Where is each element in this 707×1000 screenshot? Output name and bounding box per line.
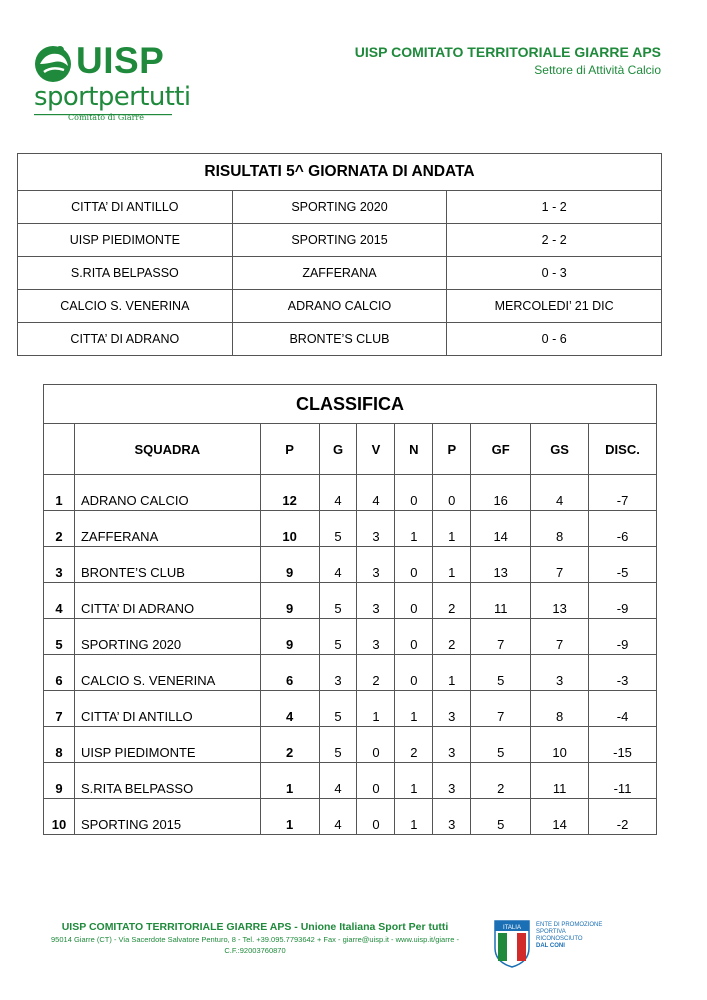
coni-line2: SPORTIVA bbox=[536, 929, 566, 935]
results-table bbox=[17, 153, 662, 356]
standing-drawn: 1 bbox=[395, 763, 433, 799]
standing-points: 9 bbox=[260, 547, 319, 583]
standing-played: 5 bbox=[319, 727, 357, 763]
standing-row bbox=[44, 799, 657, 835]
standing-goals-against: 8 bbox=[531, 511, 589, 547]
standing-row bbox=[44, 619, 657, 655]
standing-drawn: 2 bbox=[395, 727, 433, 763]
standing-lost: 3 bbox=[433, 799, 471, 835]
standing-goals-for: 5 bbox=[471, 727, 531, 763]
standing-points: 9 bbox=[260, 583, 319, 619]
uisp-logo bbox=[32, 40, 191, 124]
results-body bbox=[18, 191, 662, 356]
standing-team: SPORTING 2015 bbox=[74, 799, 260, 835]
header-team: SQUADRA bbox=[74, 424, 260, 475]
standing-points: 4 bbox=[260, 691, 319, 727]
standing-goals-for: 14 bbox=[471, 511, 531, 547]
italia-shield-icon bbox=[494, 920, 530, 968]
standing-drawn: 1 bbox=[395, 691, 433, 727]
standing-goals-against: 7 bbox=[531, 619, 589, 655]
standing-row bbox=[44, 655, 657, 691]
standing-team: ADRANO CALCIO bbox=[74, 475, 260, 511]
standing-lost: 0 bbox=[433, 475, 471, 511]
standing-points: 9 bbox=[260, 619, 319, 655]
footer-address: 95014 Giarre (CT) - Via Sacerdote Salvatore Penturo, 8 - Tel. +39.095.7793642 + Fax - giarre@uisp.it - www.uisp.it/giarre - C.F.:92003760870 bbox=[51, 935, 459, 955]
standing-played: 4 bbox=[319, 763, 357, 799]
coni-badge bbox=[494, 920, 624, 970]
standing-disc: -4 bbox=[589, 691, 657, 727]
standing-goals-for: 7 bbox=[471, 691, 531, 727]
standing-points: 10 bbox=[260, 511, 319, 547]
result-home-team: CITTA’ DI ANTILLO bbox=[18, 191, 233, 224]
header-disc: DISC. bbox=[589, 424, 657, 475]
standing-team: CITTA’ DI ANTILLO bbox=[74, 691, 260, 727]
standing-drawn: 0 bbox=[395, 475, 433, 511]
standing-goals-for: 5 bbox=[471, 799, 531, 835]
standing-lost: 1 bbox=[433, 655, 471, 691]
standing-won: 4 bbox=[357, 475, 395, 511]
standing-lost: 2 bbox=[433, 619, 471, 655]
standing-disc: -11 bbox=[589, 763, 657, 799]
standing-team: ZAFFERANA bbox=[74, 511, 260, 547]
standing-goals-for: 16 bbox=[471, 475, 531, 511]
standing-disc: -2 bbox=[589, 799, 657, 835]
standing-position: 8 bbox=[44, 727, 75, 763]
standing-won: 0 bbox=[357, 799, 395, 835]
standing-goals-for: 2 bbox=[471, 763, 531, 799]
result-away-team: ZAFFERANA bbox=[232, 257, 447, 290]
standing-played: 4 bbox=[319, 799, 357, 835]
standings-title: CLASSIFICA bbox=[44, 385, 657, 424]
result-row bbox=[18, 257, 662, 290]
standing-won: 3 bbox=[357, 511, 395, 547]
result-home-team: UISP PIEDIMONTE bbox=[18, 224, 233, 257]
footer-title: UISP COMITATO TERRITORIALE GIARRE APS - Unione Italiana Sport Per tutti bbox=[61, 921, 449, 933]
result-away-team: SPORTING 2015 bbox=[232, 224, 447, 257]
standing-position: 3 bbox=[44, 547, 75, 583]
standing-lost: 3 bbox=[433, 763, 471, 799]
standing-position: 10 bbox=[44, 799, 75, 835]
coni-text bbox=[536, 922, 626, 950]
logo-committee: Comitato di Giarre bbox=[68, 113, 144, 122]
result-home-team: CITTA’ DI ADRANO bbox=[18, 323, 233, 356]
shield-label: ITALIA bbox=[503, 925, 521, 931]
standing-position: 5 bbox=[44, 619, 75, 655]
standing-goals-against: 10 bbox=[531, 727, 589, 763]
standing-lost: 1 bbox=[433, 547, 471, 583]
results-title-row bbox=[18, 154, 662, 191]
standing-row bbox=[44, 547, 657, 583]
logo-brand-text: UISP bbox=[76, 40, 165, 81]
standing-lost: 2 bbox=[433, 583, 471, 619]
standing-lost: 3 bbox=[433, 727, 471, 763]
org-header bbox=[355, 44, 661, 78]
result-home-team: CALCIO S. VENERINA bbox=[18, 290, 233, 323]
standings-body bbox=[44, 475, 657, 835]
standing-drawn: 0 bbox=[395, 583, 433, 619]
standing-drawn: 0 bbox=[395, 619, 433, 655]
standing-disc: -3 bbox=[589, 655, 657, 691]
standing-disc: -9 bbox=[589, 619, 657, 655]
standings-table bbox=[43, 384, 657, 835]
standing-played: 4 bbox=[319, 475, 357, 511]
standings-title-row bbox=[44, 385, 657, 424]
standing-goals-against: 3 bbox=[531, 655, 589, 691]
standing-drawn: 1 bbox=[395, 511, 433, 547]
standing-position: 7 bbox=[44, 691, 75, 727]
header-goals-for: GF bbox=[471, 424, 531, 475]
standing-goals-for: 13 bbox=[471, 547, 531, 583]
result-away-team: ADRANO CALCIO bbox=[232, 290, 447, 323]
header-drawn: N bbox=[395, 424, 433, 475]
standing-row bbox=[44, 763, 657, 799]
standing-played: 3 bbox=[319, 655, 357, 691]
header-played: G bbox=[319, 424, 357, 475]
standing-goals-against: 14 bbox=[531, 799, 589, 835]
standing-points: 6 bbox=[260, 655, 319, 691]
result-row bbox=[18, 323, 662, 356]
result-score: 0 - 6 bbox=[447, 323, 662, 356]
standing-row bbox=[44, 475, 657, 511]
standing-disc: -15 bbox=[589, 727, 657, 763]
result-score: 0 - 3 bbox=[447, 257, 662, 290]
standing-team: CITTA’ DI ADRANO bbox=[74, 583, 260, 619]
standing-won: 3 bbox=[357, 619, 395, 655]
standing-lost: 3 bbox=[433, 691, 471, 727]
standing-team: S.RITA BELPASSO bbox=[74, 763, 260, 799]
standing-row bbox=[44, 583, 657, 619]
standing-played: 5 bbox=[319, 583, 357, 619]
org-name: UISP COMITATO TERRITORIALE GIARRE APS bbox=[354, 44, 661, 60]
result-score: 2 - 2 bbox=[447, 224, 662, 257]
standing-row bbox=[44, 691, 657, 727]
standing-drawn: 1 bbox=[395, 799, 433, 835]
standing-goals-against: 8 bbox=[531, 691, 589, 727]
standing-played: 4 bbox=[319, 547, 357, 583]
standing-goals-against: 7 bbox=[531, 547, 589, 583]
coni-line4: DAL CONI bbox=[536, 943, 565, 949]
result-away-team: BRONTE’S CLUB bbox=[232, 323, 447, 356]
standing-points: 1 bbox=[260, 763, 319, 799]
standing-disc: -9 bbox=[589, 583, 657, 619]
logo-tagline: sportpertutti bbox=[34, 82, 191, 112]
standing-points: 1 bbox=[260, 799, 319, 835]
standing-played: 5 bbox=[319, 619, 357, 655]
standing-goals-against: 11 bbox=[531, 763, 589, 799]
result-score: 1 - 2 bbox=[447, 191, 662, 224]
standings-header-row bbox=[44, 424, 657, 475]
standing-goals-for: 7 bbox=[471, 619, 531, 655]
standing-disc: -7 bbox=[589, 475, 657, 511]
standing-drawn: 0 bbox=[395, 547, 433, 583]
header-points: P bbox=[260, 424, 319, 475]
results-title: RISULTATI 5^ GIORNATA DI ANDATA bbox=[18, 154, 662, 191]
standing-team: BRONTE’S CLUB bbox=[74, 547, 260, 583]
header-won: V bbox=[357, 424, 395, 475]
result-row bbox=[18, 191, 662, 224]
standing-goals-against: 4 bbox=[531, 475, 589, 511]
standing-row bbox=[44, 511, 657, 547]
standing-position: 2 bbox=[44, 511, 75, 547]
footer bbox=[30, 920, 480, 956]
standing-row bbox=[44, 727, 657, 763]
standing-won: 3 bbox=[357, 583, 395, 619]
standing-team: UISP PIEDIMONTE bbox=[74, 727, 260, 763]
uisp-emblem-icon bbox=[32, 42, 76, 84]
result-row bbox=[18, 290, 662, 323]
standing-won: 2 bbox=[357, 655, 395, 691]
standing-won: 1 bbox=[357, 691, 395, 727]
standing-lost: 1 bbox=[433, 511, 471, 547]
coni-line1: ENTE DI PROMOZIONE bbox=[536, 922, 603, 928]
standing-disc: -6 bbox=[589, 511, 657, 547]
standing-points: 2 bbox=[260, 727, 319, 763]
standing-won: 0 bbox=[357, 763, 395, 799]
standing-goals-for: 11 bbox=[471, 583, 531, 619]
standing-team: CALCIO S. VENERINA bbox=[74, 655, 260, 691]
standing-drawn: 0 bbox=[395, 655, 433, 691]
standing-won: 3 bbox=[357, 547, 395, 583]
standing-disc: -5 bbox=[589, 547, 657, 583]
standing-points: 12 bbox=[260, 475, 319, 511]
result-score: MERCOLEDI’ 21 DIC bbox=[447, 290, 662, 323]
header-pos bbox=[44, 424, 75, 475]
org-sector: Settore di Attività Calcio bbox=[534, 63, 661, 77]
standing-team: SPORTING 2020 bbox=[74, 619, 260, 655]
standing-position: 9 bbox=[44, 763, 75, 799]
standing-won: 0 bbox=[357, 727, 395, 763]
standing-position: 1 bbox=[44, 475, 75, 511]
standing-played: 5 bbox=[319, 511, 357, 547]
result-home-team: S.RITA BELPASSO bbox=[18, 257, 233, 290]
standing-goals-against: 13 bbox=[531, 583, 589, 619]
result-row bbox=[18, 224, 662, 257]
header-goals-against: GS bbox=[531, 424, 589, 475]
standing-position: 6 bbox=[44, 655, 75, 691]
standing-position: 4 bbox=[44, 583, 75, 619]
header-lost: P bbox=[433, 424, 471, 475]
result-away-team: SPORTING 2020 bbox=[232, 191, 447, 224]
standing-goals-for: 5 bbox=[471, 655, 531, 691]
standing-played: 5 bbox=[319, 691, 357, 727]
coni-line3: RICONOSCIUTO bbox=[536, 936, 583, 942]
